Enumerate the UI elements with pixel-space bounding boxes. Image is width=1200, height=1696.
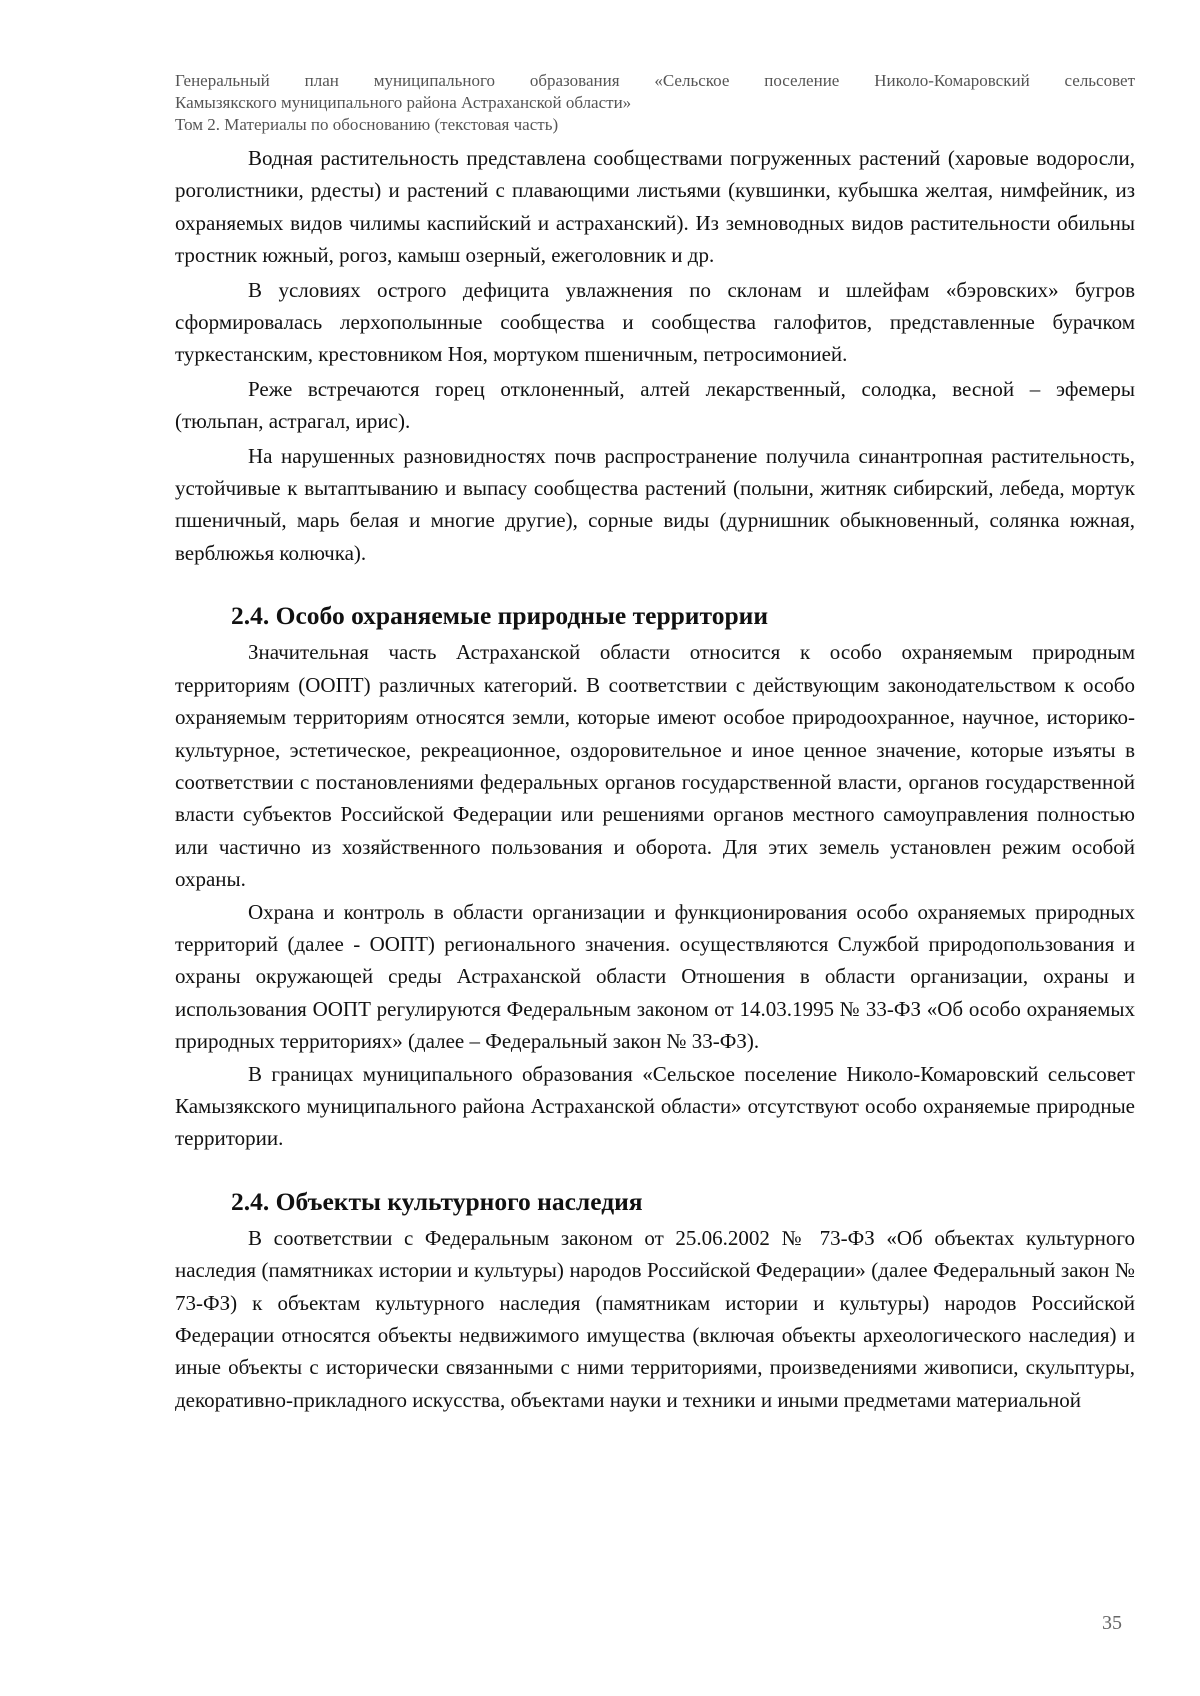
- paragraph-heritage-law: В соответствии с Федеральным законом от 25.06.2002 № 73-ФЗ «Об объектах культурного наследия (памятниках истории и культуры) народов Российской Федерации» (далее Федеральный закон № 73-ФЗ) к объектам культурного наследия (памятникам истории и культуры) народов Российской Федерации относятся объекты недвижимого имущества (включая объекты археологического наследия) и иные объекты с исторически связанными с ними территориями, произведениями живописи, скульптуры, декоративно-прикладного искусства, объектами науки и техники и иными предметами материальной: [175, 1225, 1135, 1412]
- paragraph-rare-species: Реже встречаются горец отклоненный, алтей лекарственный, солодка, весной – эфемеры (тюльпан, астрагал, ирис).: [175, 376, 1135, 434]
- paragraph-oopt-control: Охрана и контроль в области организации и функционирования особо охраняемых природных территорий (далее - ООПТ) регионального значения. осуществляются Службой природопользования и охраны окружающей среды Астраханской области Отношения в области организации, охраны и использования ООПТ регулируются Федеральным законом от 14.03.1995 № 33-ФЗ «Об особо охраняемых природных территориях» (далее – Федеральный закон № 33-ФЗ).: [175, 899, 1135, 1054]
- paragraph-slope-communities: В условиях острого дефицита увлажнения по склонам и шлейфам «бэровских» бугров сформировалась лерхополынные сообщества и сообщества галофитов, представленные бурачком туркестанским, крестовником Ноя, мортуком пшеничным, петросимонией.: [175, 277, 1135, 367]
- paragraph-oopt-definition: Значительная часть Астраханской области относится к особо охраняемым природным территориям (ООПТ) различных категорий. В соответствии с действующим законодательством к особо охраняемым территориям относятся земли, которые имеют особое природоохранное, научное, историко-культурное, эстетическое, рекреационное, оздоровительное и иное ценное значение, которые изъяты в соответствии с постановлениями федеральных органов государственной власти, органов государственной власти субъектов Российской Федерации или решениями органов местного самоуправления полностью или частично из хозяйственного пользования и оборота. Для этих земель установлен режим особой охраны.: [175, 640, 1135, 892]
- header-line-3: Том 2. Материалы по обоснованию (текстовая часть): [175, 115, 559, 134]
- section-heading-protected-areas: 2.4. Особо охраняемые природные территории: [231, 601, 769, 631]
- section-heading-cultural-heritage: 2.4. Объекты культурного наследия: [231, 1186, 643, 1216]
- paragraph-synanthropic-vegetation: На нарушенных разновидностях почв распространение получила синантропная растительность, устойчивые к вытаптыванию и выпасу сообщества растений (полыни, житняк сибирский, лебеда, мортук пшеничный, марь белая и многие другие), сорные виды (дурнишник обыкновенный, солянка южная, верблюжья колючка).: [175, 443, 1135, 565]
- header-line-2: Камызякского муниципального района Астраханской области»: [175, 93, 632, 112]
- paragraph-aquatic-vegetation: Водная растительность представлена сообществами погруженных растений (харовые водоросли, роголистники, рдесты) и растений с плавающими листьями (кувшинки, кубышка желтая, нимфейник, из охраняемых видов чилимы каспийский и астраханский). Из земноводных видов растительности обильны тростник южный, рогоз, камыш озерный, ежеголовник и др.: [175, 146, 1135, 268]
- running-header: [175, 70, 1135, 136]
- paragraph-oopt-absent: В границах муниципального образования «Сельское поселение Николо-Комаровский сельсовет Камызякского муниципального района Астраханской области» отсутствуют особо охраняемые природные территории.: [175, 1061, 1135, 1151]
- document-body: [175, 142, 1135, 1416]
- header-line-1: Генеральный план муниципального образования «Сельское поселение Николо-Комаровский сельсовет: [175, 71, 1135, 90]
- page-number: 35: [1102, 1612, 1122, 1634]
